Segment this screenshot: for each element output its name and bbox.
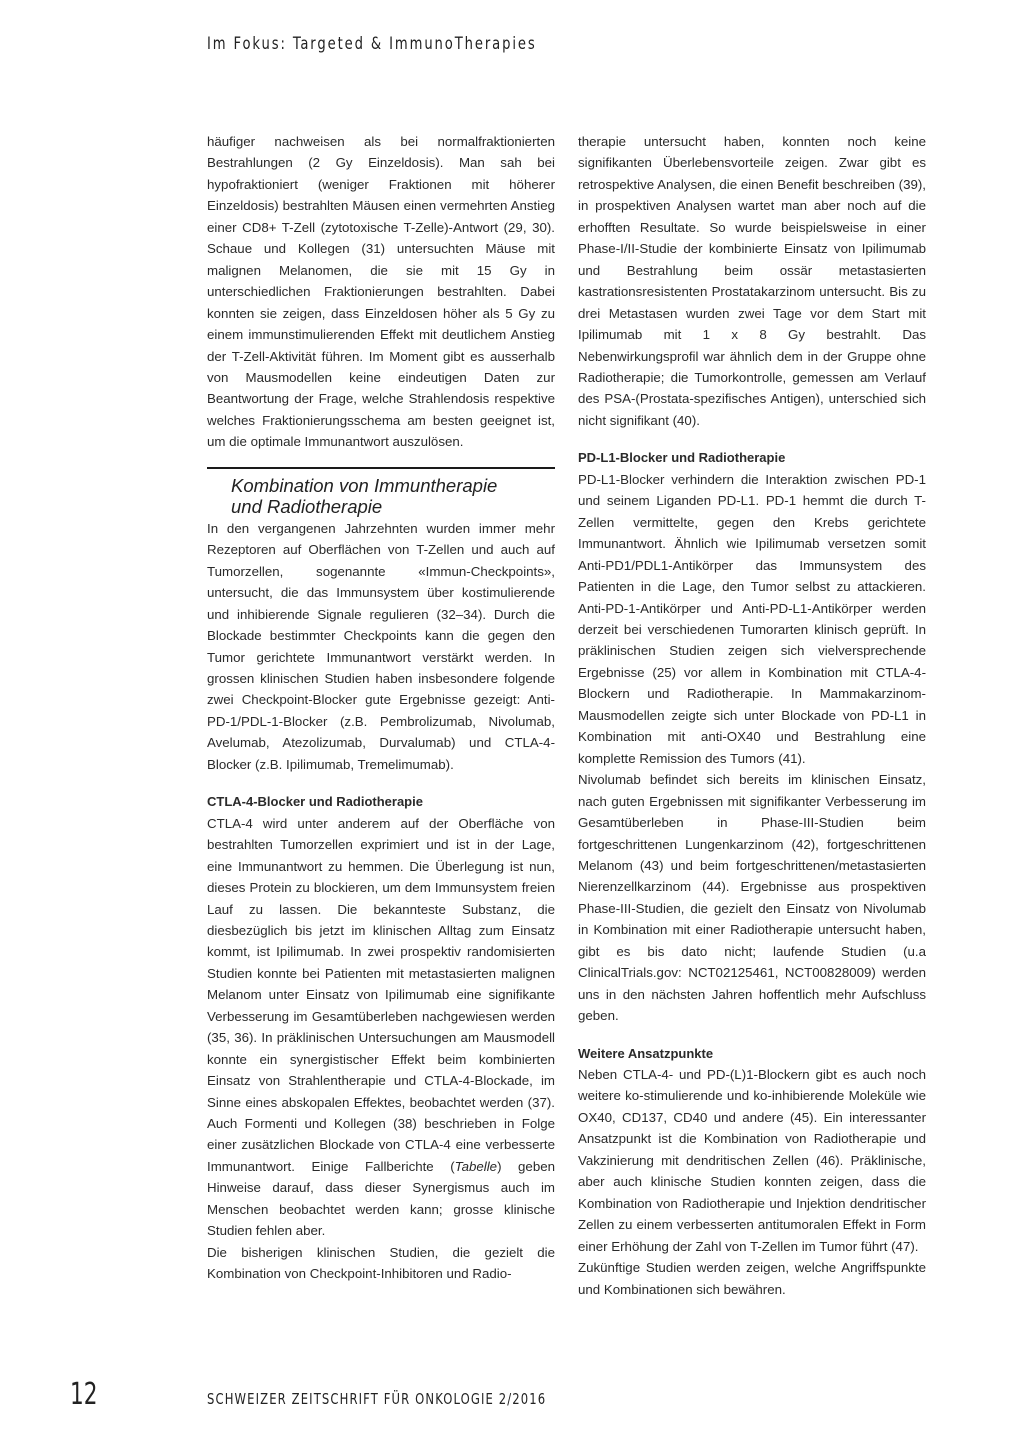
running-header: Im Fokus: Targeted & ImmunoTherapies: [207, 34, 537, 54]
paragraph: Zukünftige Studien werden zeigen, welche Angriffspunkte und Kombinationen sich bewähren.: [578, 1260, 926, 1297]
paragraph: Neben CTLA-4- und PD-(L)1-Blockern gibt es auch noch weitere ko-stimulierende und ko-inhibierende Moleküle wie OX40, CD137, CD40 und andere (45). Ein interessanter Ansatzpunkt ist die Kombination von Radiotherapie und Vakzinierung mit dendritischen Zellen (46). Präklinische, aber auch klinische Studien konnten zeigen, dass die Kombination von Radiotherapie und Injektion dendritischer Zellen zu einem verbesserten antitumoralen Effekt in Form einer Erhöhung der Zahl von T-Zellen im Tumor führt (47).: [578, 1067, 926, 1254]
paragraph: Nivolumab befindet sich bereits im klinischen Einsatz, nach guten Ergebnissen mit signifikanter Verbesserung im Gesamtüberleben in Phase-III-Studien beim fortgeschrittenen Lungenkarzinom (42), fortgeschrittenen Melanom (43) und beim fortgeschrittenen/metastasierten Nierenzellkarzinom (44). Ergebnisse aus prospektiven Phase-III-Studien, die gezielt den Einsatz von Nivolumab in Kombination mit einer Radiotherapie untersucht haben, gibt es bis dato nicht; laufende Studien (u.a ClinicalTrials.gov: NCT02125461, NCT00828009) werden uns in den nächsten Jahren hoffentlich mehr Aufschluss geben.: [578, 772, 926, 1024]
section-title-line-2: und Radiotherapie: [231, 495, 383, 517]
left-column: [207, 131, 555, 1285]
paragraph: PD-L1-Blocker verhindern die Interaktion zwischen PD-1 und seinem Liganden PD-L1. PD-1 hemmt die durch T-Zellen vermittelte, gegen den Krebs gerichtete Immunantwort. Ähnlich wie Ipilimumab versetzen somit Anti-PD1/PDL1-Antikörper das Immunsystem des Patienten in die Lage, den Tumor selbst zu attackieren. Anti-PD-1-Antikörper und Anti-PD-L1-Antikörper werden derzeit bei verschiedenen Tumorarten klinisch geprüft. In präklinischen Studien zeigen sich vielversprechende Ergebnisse (25) vor allem in Kombination mit CTLA-4-Blockern und Radiotherapie. In Mammakarzinom-Mausmodellen zeigte sich unter Blockade von PD-L1 in Kombination mit anti-OX40 und Bestrahlung eine komplette Remission des Tumors (41).: [578, 471, 926, 766]
paragraph: häufiger nachweisen als bei normalfraktionierten Bestrahlungen (2 Gy Einzeldosis). Man sah bei hypofraktioniert (weniger Fraktionen mit höherer Einzeldosis) bestrahlten Mäusen einen vermehrten Anstieg einer CD8+ T-Zell (zytotoxische T-Zelle)-Antwort (29, 30). Schaue und Kollegen (31) untersuchten Mäuse mit malignen Melanomen, die sie mit 15 Gy in unterschiedlichen Fraktionierungen bestrahlten. Dabei konnten sie zeigen, dass Einzeldosen höher als 5 Gy zu einem immunstimulierenden Effekt mit deutlichem Anstieg der T-Zell-Aktivität führen. Im Moment gibt es ausserhalb von Mausmodellen keine eindeutigen Daten zur Beantwortung der Frage, welche Strahlendosis respektive welches Fraktionierungsschema am besten geeignet ist, um die optimale Immunantwort auszulösen.: [207, 134, 555, 450]
subheading-pdl1: PD-L1-Blocker und Radiotherapie: [578, 450, 786, 466]
paragraph: [207, 813, 555, 1242]
page-number: 12: [70, 1377, 98, 1412]
section-title-line-1: Kombination von Immuntherapie: [231, 474, 498, 496]
subheading-ctla4: CTLA-4-Blocker und Radiotherapie: [207, 794, 423, 810]
section-divider: [207, 467, 555, 469]
journal-footer: SCHWEIZER ZEITSCHRIFT FÜR ONKOLOGIE 2/2016: [207, 1390, 547, 1408]
right-column: [578, 131, 926, 1300]
text-run: ) geben Hinweise darauf, dass dieser Synergismus auch im Menschen beobachtet werden kann; grosse klinische Studien fehlen aber.: [207, 1158, 556, 1239]
subheading-weitere: Weitere Ansatzpunkte: [578, 1045, 714, 1061]
section-title: [231, 475, 555, 517]
text-run: CTLA-4 wird unter anderem auf der Oberfläche von bestrahlten Tumorzellen exprimiert und ist in der Lage, eine Immunantwort zu hemmen. Die Überlegung ist nun, dieses Protein zu blockieren, um dem Immunsystem freien Lauf zu lassen. Die bekannteste Substanz, die diesbezüglich bis jetzt im klinischen Alltag zum Einsatz kommt, ist Ipilimumab. In zwei prospektiv randomisierten Studien konnte bei Patienten mit metastasierten malignen Melanom unter Einsatz von Ipilimumab eine signifikante Verbesserung im Gesamtüberleben nachgewiesen werden (35, 36). In präklinischen Untersuchungen am Mausmodell konnte ein synergistischer Effekt beim kombinierten Einsatz von Strahlentherapie und CTLA-4-Blockade, im Sinne eines abskopalen Effektes, beobachtet werden (37). Auch Formenti und Kollegen (38) beschrieben in Folge einer zusätzlichen Blockade von CTLA-4 eine verbesserte Immunantwort. Einige Fallberichte (: [207, 815, 555, 1174]
paragraph: Die bisherigen klinischen Studien, die gezielt die Kombination von Checkpoint-Inhibitoren und Radio-: [207, 1244, 555, 1282]
table-reference: Tabelle: [454, 1158, 498, 1174]
paragraph: In den vergangenen Jahrzehnten wurden immer mehr Rezeptoren auf Oberflächen von T-Zellen und auch auf Tumorzellen, sogenannte «Immun-Checkpoints», untersucht, die das Immunsystem über kostimulierende und inhibierende Signale regulieren (32–34). Durch die Blockade bestimmter Checkpoints kann die gegen den Tumor gerichtete Immunantwort verstärkt werden. In grossen klinischen Studien haben insbesondere folgende zwei Checkpoint-Blocker gute Ergebnisse gezeigt: Anti-PD-1/PDL-1-Blocker (z.B. Pembrolizumab, Nivolumab, Avelumab, Atezolizumab, Durvalumab) und CTLA-4-Blocker (z.B. Ipilimumab, Tremelimumab).: [207, 520, 555, 772]
paragraph: therapie untersucht haben, konnten noch keine signifikanten Überlebensvorteile zeigen. Zwar gibt es retrospektive Analysen, die einen Benefit beschreiben (39), in prospektiven Analysen wartet man aber noch auf die erhofften Resultate. So wurde beispielsweise in einer Phase-I/II-Studie der kombinierte Einsatz von Ipilimumab und Bestrahlung beim ossär metastasierten kastrationsresistenten Prostatakarzinom untersucht. Bis zu drei Metastasen wurden zwei Tage vor dem Start mit Ipilimumab mit 1 x 8 Gy bestrahlt. Das Nebenwirkungsprofil war ähnlich dem in der Gruppe ohne Radiotherapie; die Tumorkontrolle, gemessen am Verlauf des PSA-(Prostata-spezifisches Antigen), unterschied sich nicht signifikant (40).: [578, 134, 926, 428]
